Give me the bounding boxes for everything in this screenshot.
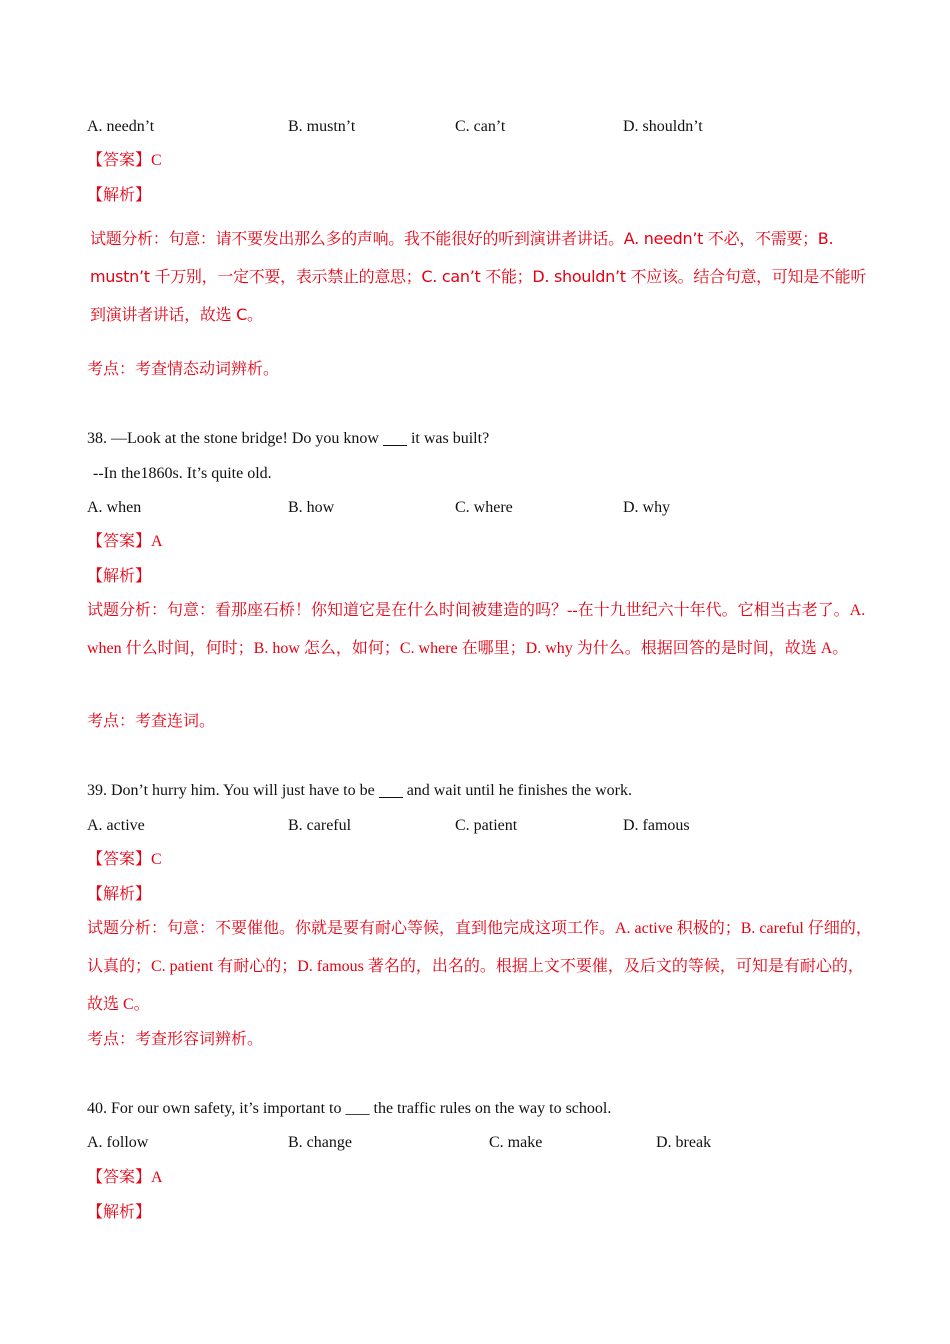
q39-option-b: B. careful xyxy=(288,817,352,834)
q37-answer: 【答案】C xyxy=(87,152,162,169)
q40-option-b: B. change xyxy=(288,1134,352,1151)
q39-option-a: A. active xyxy=(87,817,145,834)
q38-option-d: D. why xyxy=(623,499,671,516)
q39-blank xyxy=(379,797,403,798)
q37-analysis: 试题分析：句意：请不要发出那么多的声响。我不能很好的听到演讲者讲话。A. needn’t 不必，不需要；B. mustn’t 千万别，一定不要，表示禁止的意思；C. can’t 不能；D. shouldn’t 不应该。结合句意，可知是不能听到演讲者讲话，故选 C。 xyxy=(90,229,867,324)
q38-option-a: A. when xyxy=(87,499,142,516)
q40-stem: 40. For our own safety, it’s important to ___ the traffic rules on the way to school. xyxy=(87,1100,612,1117)
q37-analysis-label: 【解析】 xyxy=(87,187,152,204)
q38-stem-reply: --In the1860s. It’s quite old. xyxy=(93,465,272,482)
q40-option-d: D. break xyxy=(656,1134,712,1151)
q37-option-c: C. can’t xyxy=(455,118,506,135)
q38-option-b: B. how xyxy=(288,499,335,516)
q37-option-d: D. shouldn’t xyxy=(623,118,703,135)
q39-option-c: C. patient xyxy=(455,817,518,834)
q38-answer: 【答案】A xyxy=(87,533,163,550)
q40-option-a: A. follow xyxy=(87,1134,149,1151)
q38-option-c: C. where xyxy=(455,499,513,516)
q39-analysis: 试题分析：句意：不要催他。你就是要有耐心等候，直到他完成这项工作。A. active 积极的；B. careful 仔细的，认真的；C. patient 有耐心的；D. famous 著名的，出名的。根据上文不要催，及后文的等候，可知是有耐心的，故选 C。 xyxy=(87,920,872,1013)
q38-analysis-label: 【解析】 xyxy=(87,568,152,585)
q39-analysis-label: 【解析】 xyxy=(87,886,152,903)
q40-analysis-label: 【解析】 xyxy=(87,1204,152,1221)
q40-option-c: C. make xyxy=(489,1134,543,1151)
q37-option-a: A. needn’t xyxy=(87,118,155,135)
q38-stem-before: 38. —Look at the stone bridge! Do you know xyxy=(87,430,379,447)
q39-answer: 【答案】C xyxy=(87,851,162,868)
q39-stem xyxy=(87,781,632,801)
q39-option-d: D. famous xyxy=(623,817,690,834)
q39-point: 考点：考查形容词辨析。 xyxy=(87,1031,264,1048)
q38-stem-after: it was built? xyxy=(410,430,490,447)
q37-option-b: B. mustn’t xyxy=(288,118,356,135)
q39-stem-before: 39. Don’t hurry him. You will just have to be xyxy=(87,782,375,799)
q39-stem-after: and wait until he finishes the work. xyxy=(406,782,632,799)
q38-analysis: 试题分析：句意：看那座石桥！你知道它是在什么时间被建造的吗？--在十九世纪六十年代。它相当古老了。A. when 什么时间，何时；B. how 怎么，如何；C. where 在哪里；D. why 为什么。根据回答的是时间，故选 A。 xyxy=(87,602,866,657)
q40-answer: 【答案】A xyxy=(87,1169,163,1186)
q38-stem xyxy=(87,429,489,449)
q37-point: 考点：考查情态动词辨析。 xyxy=(87,361,280,378)
q38-blank xyxy=(383,445,407,446)
q38-point: 考点：考查连词。 xyxy=(87,713,216,730)
